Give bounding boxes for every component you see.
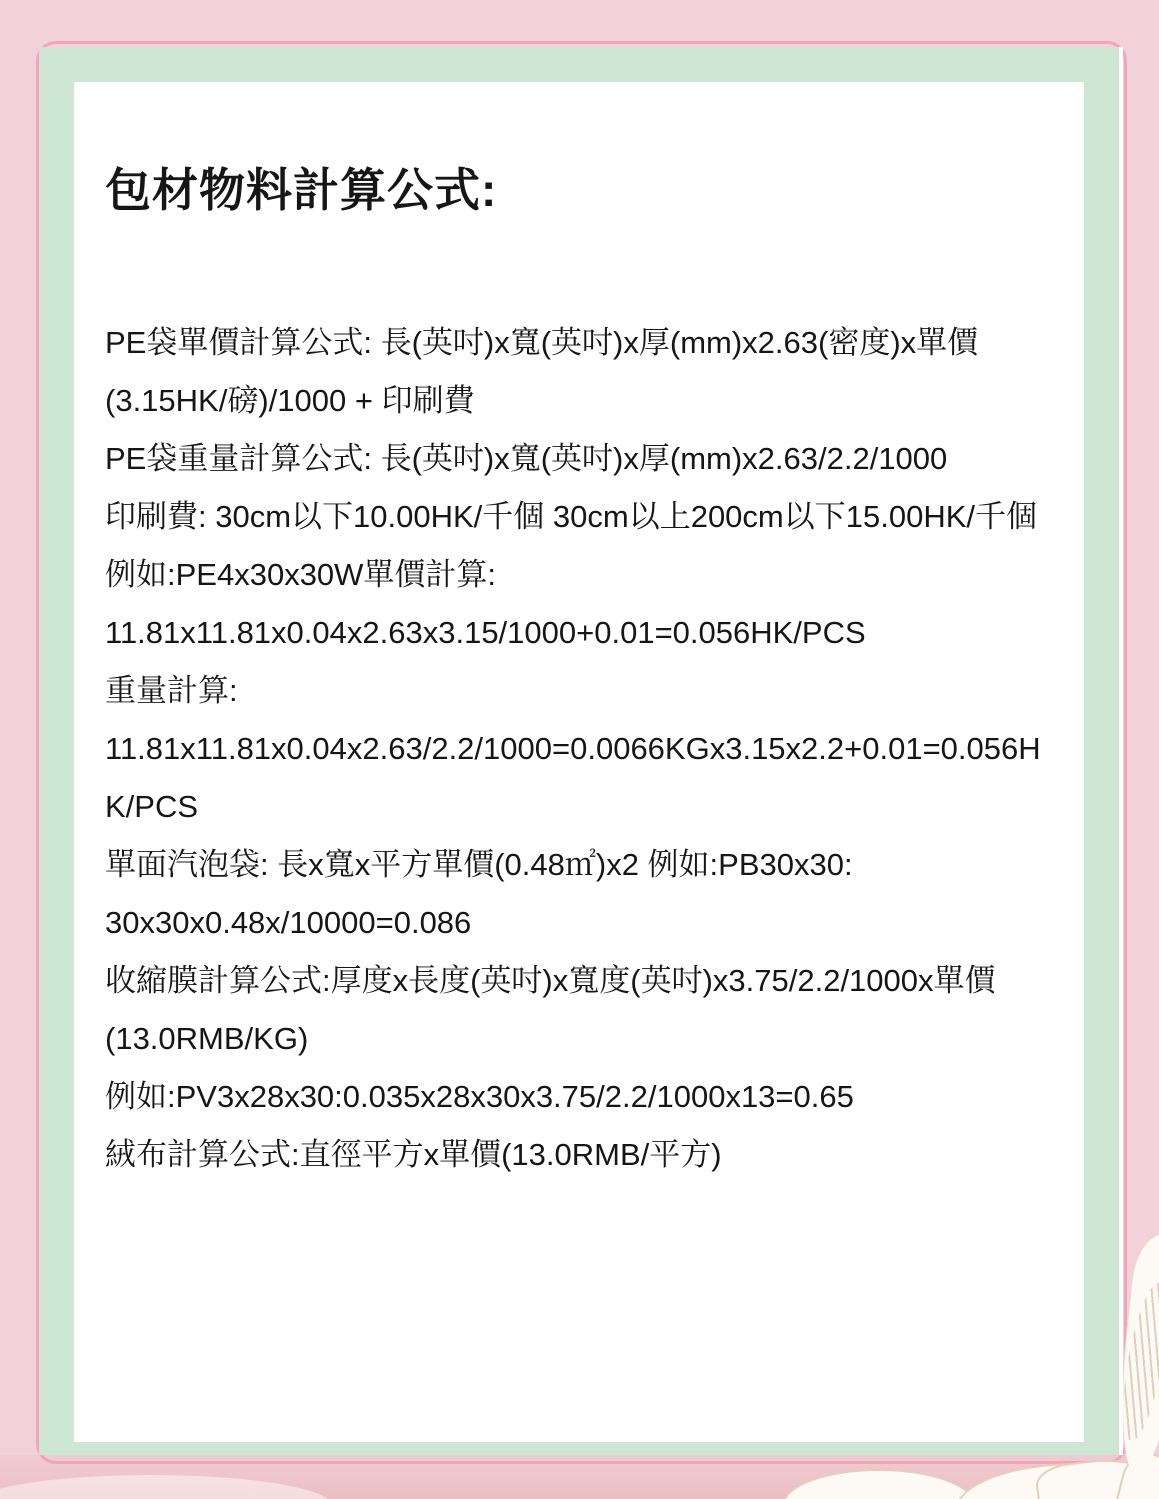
page-title: 包材物料計算公式: — [105, 164, 498, 216]
text-line: 例如:PE4x30x30W單價計算: — [105, 557, 497, 592]
frame-highlight-line — [1119, 47, 1123, 1455]
text-line: (13.0RMB/KG) — [105, 1021, 309, 1056]
text-line: 重量計算: — [105, 673, 238, 708]
formula-text-block — [105, 314, 1073, 1184]
text-line: PE袋單價計算公式: 長(英吋)x寬(英吋)x厚(mm)x2.63(密度)x單價 — [105, 325, 979, 360]
content-card — [74, 82, 1084, 1442]
text-line: 收縮膜計算公式:厚度x長度(英吋)x寬度(英吋)x3.75/2.2/1000x單價 — [105, 963, 996, 998]
text-line: 單面汽泡袋: 長x寬x平方單價(0.48㎡)x2 例如:PB30x30: — [105, 847, 853, 882]
text-line: K/PCS — [105, 789, 199, 824]
text-line: 30x30x0.48x/10000=0.086 — [105, 905, 472, 940]
text-line: 11.81x11.81x0.04x2.63x3.15/1000+0.01=0.056HK/PCS — [105, 615, 866, 650]
text-line: 印刷費: 30cm以下10.00HK/千個 30cm以上200cm以下15.00HK/千個 — [105, 499, 1037, 534]
text-line: 絨布計算公式:直徑平方x單價(13.0RMB/平方) — [105, 1137, 722, 1172]
text-line: 例如:PV3x28x30:0.035x28x30x3.75/2.2/1000x13=0.65 — [105, 1079, 854, 1114]
text-line: 11.81x11.81x0.04x2.63/2.2/1000=0.0066KGx3.15x2.2+0.01=0.056H — [105, 731, 1041, 766]
text-line: (3.15HK/磅)/1000 + 印刷費 — [105, 383, 475, 418]
text-line: PE袋重量計算公式: 長(英吋)x寬(英吋)x厚(mm)x2.63/2.2/1000 — [105, 441, 948, 476]
